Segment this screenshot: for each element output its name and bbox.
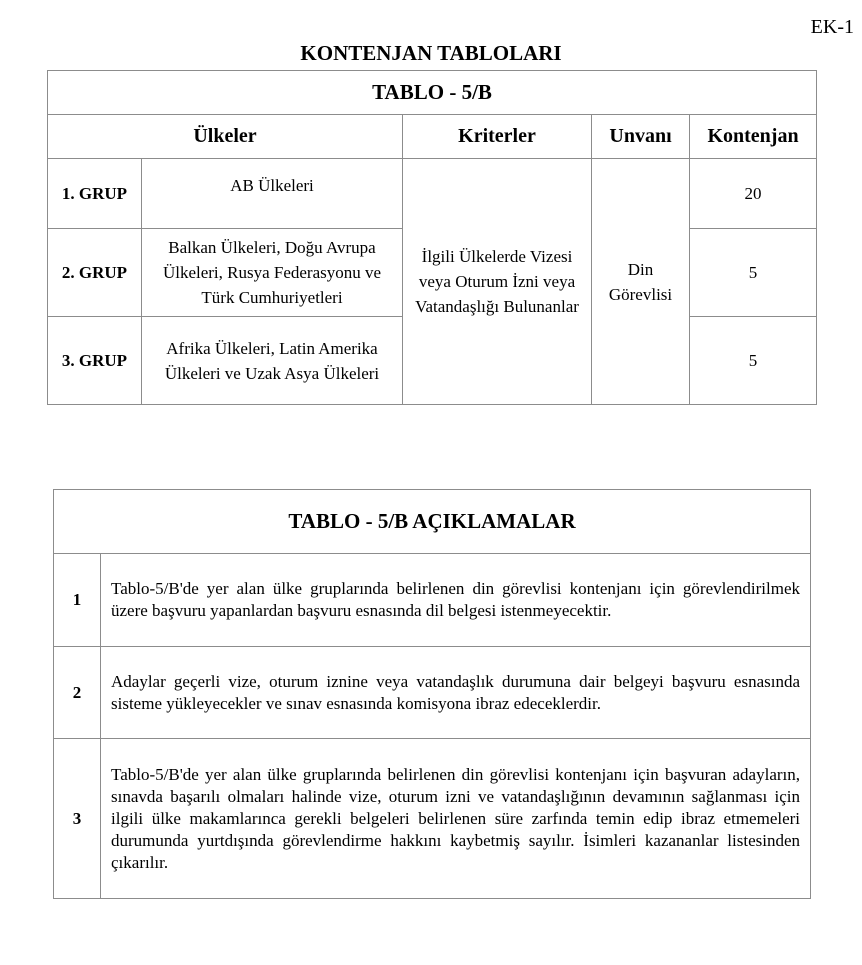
position-cell: Din Görevlisi xyxy=(592,159,690,405)
header-criteria: Kriterler xyxy=(403,115,592,159)
group-quota: 20 xyxy=(690,159,817,229)
group-label: 1. GRUP xyxy=(48,159,142,229)
row-index: 3 xyxy=(54,739,101,899)
quota-table-title: TABLO - 5/B xyxy=(48,71,817,115)
criteria-cell: İlgili Ülkelerde Vizesi veya Oturum İzni veya Vatandaşlığı Bulunanlar xyxy=(403,159,592,405)
header-title: Unvanı xyxy=(592,115,690,159)
header-quota: Kontenjan xyxy=(690,115,817,159)
row-text: Tablo-5/B'de yer alan ülke gruplarında belirlenen din görevlisi kontenjanı için görevlendirilmek üzere başvuru yapanlardan başvuru esnasında dil belgesi istenmeyecektir. xyxy=(101,554,811,647)
table-row xyxy=(54,739,811,899)
row-index: 2 xyxy=(54,647,101,739)
group-quota: 5 xyxy=(690,229,817,317)
group-countries: Balkan Ülkeleri, Doğu Avrupa Ülkeleri, Rusya Federasyonu ve Türk Cumhuriyetleri xyxy=(142,229,403,317)
group-countries: Afrika Ülkeleri, Latin Amerika Ülkeleri ve Uzak Asya Ülkeleri xyxy=(142,317,403,405)
quota-table xyxy=(47,70,817,405)
table-row xyxy=(54,647,811,739)
document-title: KONTENJAN TABLOLARI xyxy=(300,41,562,65)
group-quota: 5 xyxy=(690,317,817,405)
group-countries: AB Ülkeleri xyxy=(142,159,403,229)
table-row xyxy=(54,554,811,647)
annex-label: EK-1 xyxy=(810,16,854,38)
table-row xyxy=(48,159,817,229)
explanations-title: TABLO - 5/B AÇIKLAMALAR xyxy=(54,490,811,554)
row-text: Adaylar geçerli vize, oturum iznine veya vatandaşlık durumuna dair belgeyi başvuru esnasında sisteme yükleyecekler ve sınav esnasında komisyona ibraz edeceklerdir. xyxy=(101,647,811,739)
explanations-table xyxy=(53,489,811,899)
group-label: 2. GRUP xyxy=(48,229,142,317)
row-index: 1 xyxy=(54,554,101,647)
row-text: Tablo-5/B'de yer alan ülke gruplarında belirlenen din görevlisi kontenjanı için başvuran adayların, sınavda başarılı olmaları halinde vize, oturum izni ve vatandaşlığının devamının sağlanması için ilgili ülke makamlarınca gerekli belgeleri belirlenen süre zarfında temin edip ibraz etmemeleri durumunda yurtdışında görevlendirme hakkını kaybetmiş sayılır. İsimleri kazananlar listesinden çıkarılır. xyxy=(101,739,811,899)
header-countries: Ülkeler xyxy=(48,115,403,159)
group-label: 3. GRUP xyxy=(48,317,142,405)
